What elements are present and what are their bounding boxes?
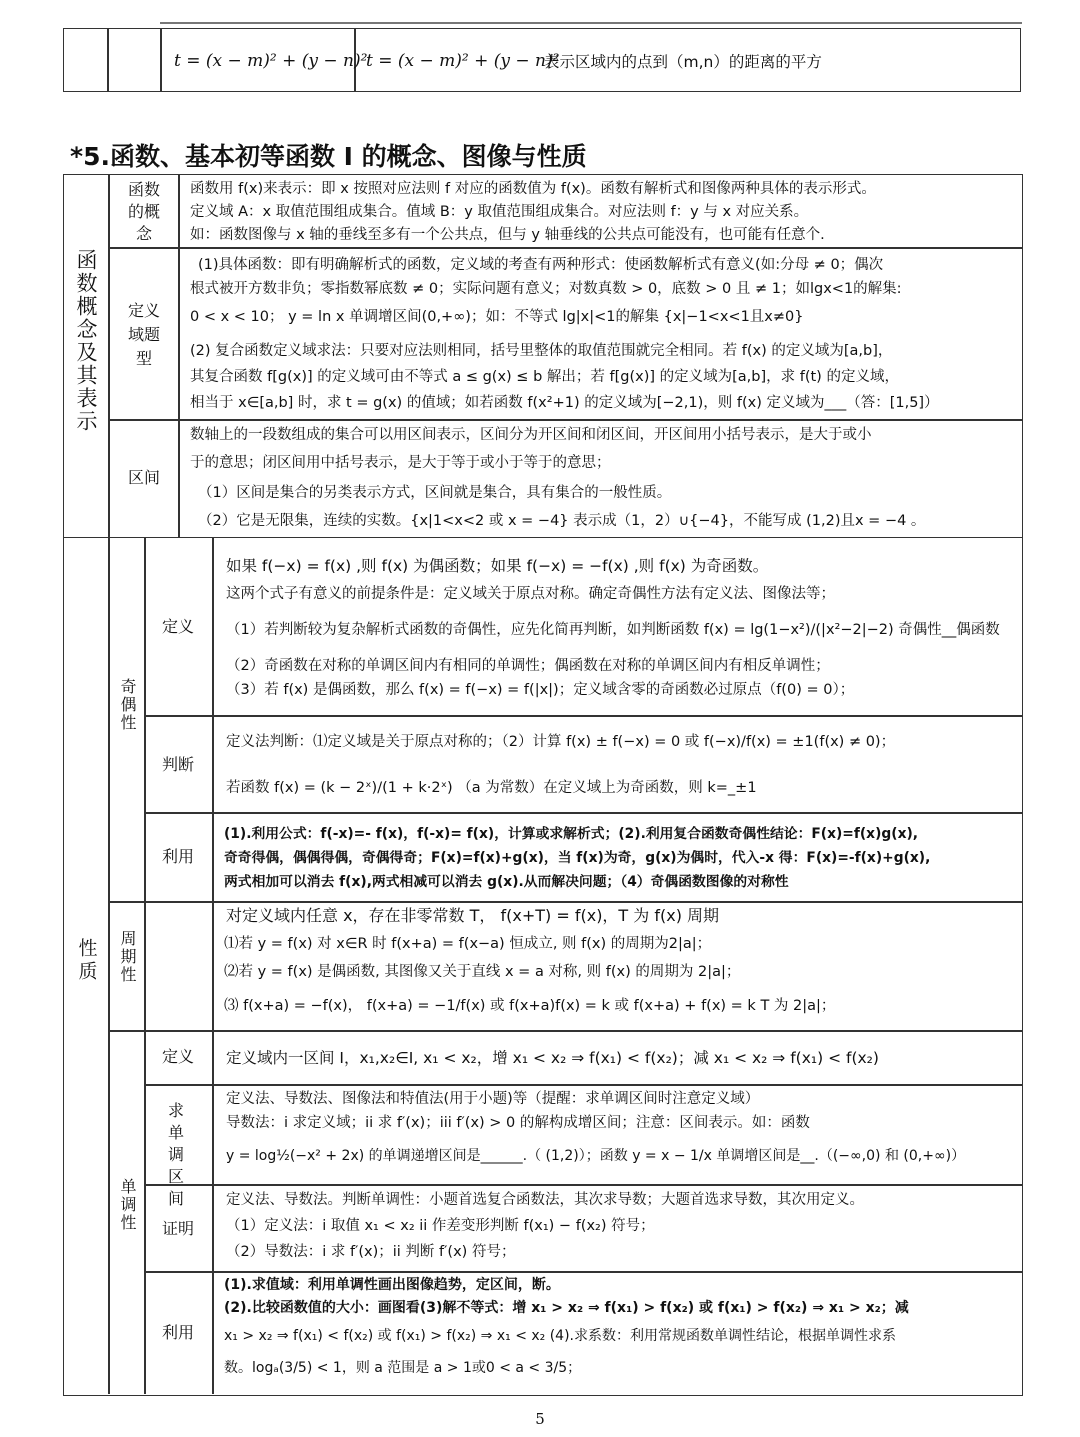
label-parity-use: 利用: [161, 847, 194, 866]
concept-line: 如：函数图像与 x 轴的垂线至多有一个公共点，但与 y 轴垂线的公共点可能没有，也可能有任意个.: [190, 227, 825, 243]
page-number: 5: [535, 1410, 545, 1428]
domain-line: 0 < x < 10； y = ln x 单调增区间(0,+∞)；如：不等式 lg|x|<1的解集 {x|−1<x<1且x≠0}: [190, 309, 804, 325]
parity-use-line: 奇奇得偶，偶偶得偶，奇偶得奇；F(x)=f(x)+g(x)，当 f(x)为奇，g(x)为偶时，代入-x 得：F(x)=-f(x)+g(x),: [224, 850, 931, 866]
concept-line: 定义域 A：x 取值范围组成集合。值域 B：y 取值范围组成集合。对应法则 f：y 与 x 对应关系。: [190, 204, 809, 220]
interval-line: 数轴上的一段数组成的集合可以用区间表示，区间分为开区间和闭区间，开区间用小括号表示，是大于或小: [190, 427, 872, 443]
label-mono-use: 利用: [161, 1323, 194, 1342]
parity-judge-line: 若函数 f(x) = (k − 2ˣ)/(1 + k·2ˣ) （a 为常数）在定义域上为奇函数，则 k=_±1: [226, 780, 757, 796]
domain-line: 根式被开方数非负；零指数幂底数 ≠ 0；实际问题有意义；对数真数 > 0，底数 > 0 且 ≠ 1；如lgx<1的解集:: [190, 281, 902, 297]
formula-right: t = (x − m)² + (y − n)²: [366, 51, 560, 71]
mono-use-line: (1).求值域：利用单调性画出图像趋势，定区间，断。: [224, 1277, 560, 1293]
parity-def-line: （2）奇函数在对称的单调区间内有相同的单调性；偶函数在对称的单调区间内有相反单调性；: [226, 658, 830, 674]
mono-interval-line: 定义法、导数法、图像法和特值法(用于小题)等（提醒：求单调区间时注意定义域）: [226, 1091, 760, 1107]
label-mono-definition: 定义: [161, 1047, 194, 1066]
parity-def-line: 这两个式子有意义的前提条件是：定义域关于原点对称。确定奇偶性方法有定义法、图像法等；: [226, 586, 835, 602]
group-property-label: 性质: [75, 938, 98, 984]
distance-description: 表示区域内的点到（m,n）的距离的平方: [544, 53, 822, 71]
label-parity-definition: 定义: [161, 617, 194, 636]
domain-line: 相当于 x∈[a,b] 时，求 t = g(x) 的值域；如若函数 f(x²+1) 的定义域为[−2,1)，则 f(x) 定义域为___（答：[1,5]）: [190, 395, 939, 411]
mono-interval-line: 导数法：i 求定义域；ii 求 f′(x)；iii f′(x) > 0 的解构成增区间；注意：区间表示。如：函数: [226, 1115, 810, 1131]
mono-def-line: 定义域内一区间 I，x₁,x₂∈I, x₁ < x₂，增 x₁ < x₂ ⇒ f(x₁) < f(x₂)；减 x₁ < x₂ ⇒ f(x₁) < f(x₂): [226, 1049, 879, 1067]
section-title: *5.函数、基本初等函数 I 的概念、图像与性质: [70, 142, 587, 171]
concept-block: [63, 174, 1023, 538]
top-rule: [160, 22, 1022, 24]
period-line: ⑶ f(x+a) = −f(x)， f(x+a) = −1/f(x) 或 f(x+a)f(x) = k 或 f(x+a) + f(x) = k T 为 2|a|；: [224, 998, 836, 1014]
group-period-label: 周期性: [118, 930, 137, 984]
period-line: 对定义域内任意 x，存在非零常数 T， f(x+T) = f(x)，T 为 f(x) 周期: [226, 906, 720, 925]
parity-def-line: 如果 f(−x) = f(x) ,则 f(x) 为偶函数；如果 f(−x) = −f(x) ,则 f(x) 为奇函数。: [226, 557, 769, 575]
label-parity-judge: 判断: [161, 755, 194, 774]
label-mono-proof: 证明: [161, 1219, 194, 1238]
mono-proof-line: 定义法、导数法。判断单调性：小题首选复合函数法，其次求导数；大题首选求导数，其次用定义。: [226, 1192, 864, 1208]
parity-judge-line: 定义法判断：⑴定义域是关于原点对称的；（2）计算 f(x) ± f(−x) = 0 或 f(−x)/f(x) = ±1(f(x) ≠ 0)；: [226, 734, 896, 750]
interval-line: 于的意思；闭区间用中括号表示，是大于等于或小于等于的意思；: [190, 455, 611, 471]
formula-left: t = (x − m)² + (y − n)²: [174, 51, 368, 71]
label-find-mono-interval: 求单调区间: [167, 1101, 190, 1208]
domain-line: (1)具体函数：即有明确解析式的函数，定义域的考查有两种形式：使函数解析式有意义(如:分母 ≠ 0；偶次: [198, 257, 884, 273]
parity-def-line: （3）若 f(x) 是偶函数，那么 f(x) = f(−x) = f(|x|)；定义域含零的奇函数必过原点（f(0) = 0）；: [226, 682, 855, 698]
domain-line: (2) 复合函数定义域求法：只要对应法则相同，括号里整体的取值范围就完全相同。若 f(x) 的定义域为[a,b]，: [190, 343, 893, 359]
mono-use-line: x₁ > x₂ ⇒ f(x₁) < f(x₂) 或 f(x₁) > f(x₂) ⇒ x₁ < x₂ (4).求系数：利用常规函数单调性结论，根据单调性求系: [224, 1328, 897, 1344]
top-table: [63, 28, 1021, 92]
period-line: ⑴若 y = f(x) 对 x∈R 时 f(x+a) = f(x−a) 恒成立, 则 f(x) 的周期为2|a|；: [224, 936, 712, 952]
parity-use-line: (1).利用公式：f(-x)=- f(x)，f(-x)= f(x)，计算或求解析式；(2).利用复合函数奇偶性结论：F(x)=f(x)g(x),: [224, 826, 919, 842]
interval-line: （2）它是无限集，连续的实数。{x|1<x<2 或 x = −4} 表示成（1，2）∪{−4}，不能写成 (1,2)且x = −4 。: [198, 513, 926, 529]
group-concept-label: 函数概念及其表示: [74, 249, 98, 433]
period-line: ⑵若 y = f(x) 是偶函数, 其图像又关于直线 x = a 对称, 则 f(x) 的周期为 2|a|；: [224, 964, 741, 980]
parity-use-line: 两式相加可以消去 f(x),两式相减可以消去 g(x).从而解决问题；（4）奇偶函数图像的对称性: [224, 874, 789, 890]
mono-use-line: 数。logₐ(3/5) < 1，则 a 范围是 a > 1或0 < a < 3/5；: [224, 1360, 582, 1376]
concept-line: 函数用 f(x)来表示：即 x 按照对应法则 f 对应的函数值为 f(x)。函数有解析式和图像两种具体的表示形式。: [190, 181, 876, 197]
group-parity-label: 奇偶性: [118, 678, 137, 732]
label-func-concept: 函数的概念: [127, 180, 160, 243]
parity-def-line: （1）若判断较为复杂解析式函数的奇偶性，应先化简再判断，如判断函数 f(x) = lg(1−x²)/(|x²−2|−2) 奇偶性__偶函数: [226, 622, 1000, 638]
mono-proof-line: （2）导数法：i 求 f′(x)；ii 判断 f′(x) 符号；: [226, 1244, 516, 1260]
label-interval: 区间: [127, 468, 160, 487]
group-mono-label: 单调性: [118, 1178, 137, 1232]
mono-proof-line: （1）定义法：i 取值 x₁ < x₂ ii 作差变形判断 f(x₁) − f(x₂) 符号；: [226, 1218, 655, 1234]
mono-interval-line: y = log½(−x² + 2x) 的单调递增区间是______.（ (1,2)）；函数 y = x − 1/x 单调增区间是__.（(−∞,0) 和 (0,+∞)）: [226, 1148, 966, 1164]
interval-line: （1）区间是集合的另类表示方式，区间就是集合，具有集合的一般性质。: [198, 485, 672, 501]
label-domain-type: 定义域题型: [127, 301, 160, 368]
mono-use-line: (2).比较函数值的大小：画图看(3)解不等式：增 x₁ > x₂ ⇒ f(x₁) > f(x₂) 或 f(x₁) > f(x₂) ⇒ x₁ > x₂；减: [224, 1300, 909, 1316]
domain-line: 其复合函数 f[g(x)] 的定义域可由不等式 a ≤ g(x) ≤ b 解出；若 f[g(x)] 的定义域为[a,b]，求 f(t) 的定义域，: [190, 369, 899, 385]
property-block: [63, 538, 1023, 1396]
